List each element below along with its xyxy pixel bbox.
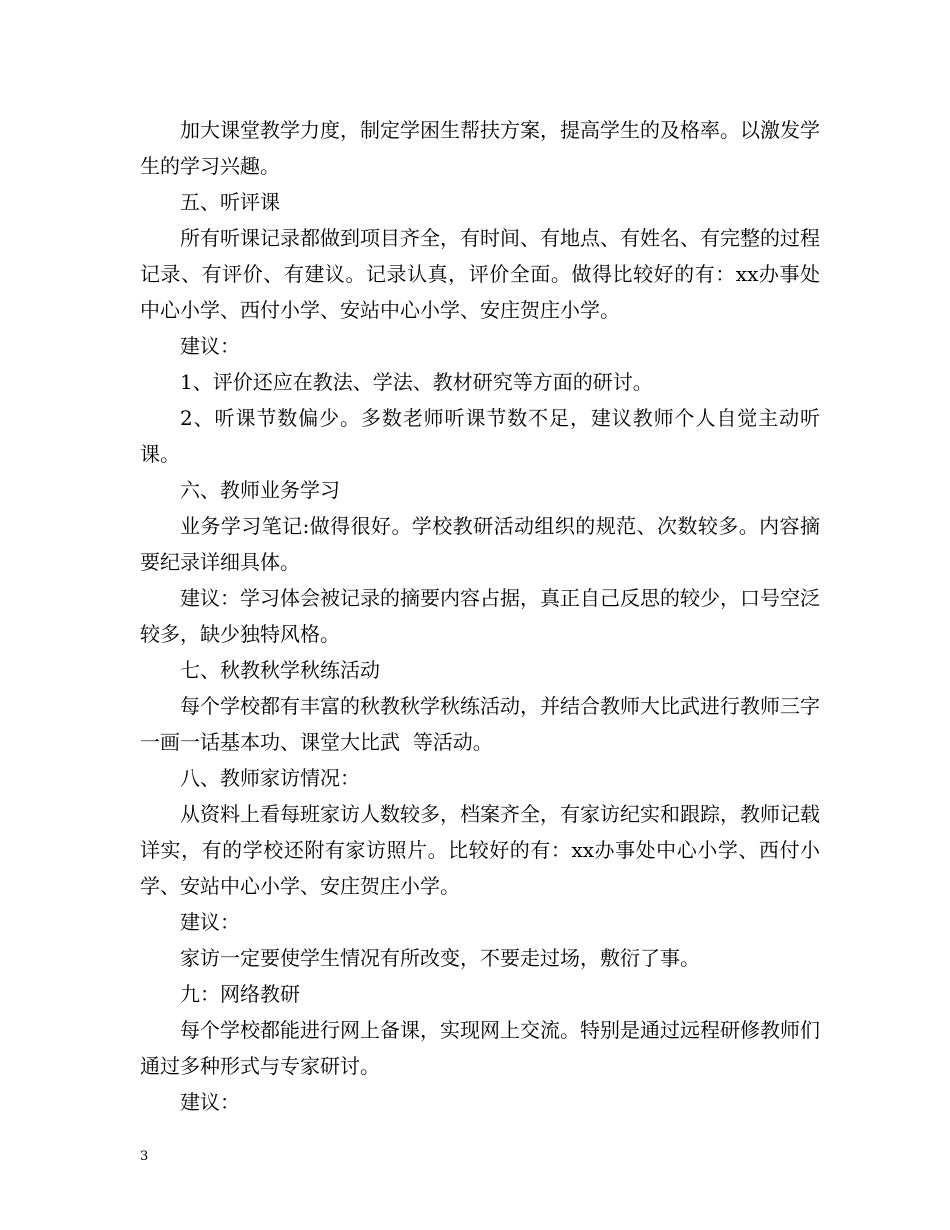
paragraph-study-notes: 业务学习笔记:做得很好。学校教研活动组织的规范、次数较多。内容摘要纪录详细具体。 (140, 514, 820, 574)
paragraph-home-visit-suggestion: 家访一定要使学生情况有所改变，不要走过场，敷衍了事。 (180, 946, 700, 970)
heading-autumn-activities: 七、秋教秋学秋练活动 (180, 658, 380, 682)
paragraph-classroom-teaching: 加大课堂教学力度，制定学困生帮扶方案，提高学生的及格率。以激发学生的学习兴趣。 (140, 118, 820, 178)
suggestion-item-1: 1、评价还应在教法、学法、教材研究等方面的研讨。 (180, 370, 653, 394)
paragraph-autumn-activities: 每个学校都有丰富的秋教秋学秋练活动，并结合教师大比武进行教师三字一画一话基本功、课堂大比武 等活动。 (140, 694, 820, 754)
heading-home-visits: 八、教师家访情况： (180, 766, 360, 790)
page-number: 3 (140, 1149, 149, 1164)
heading-teacher-study: 六、教师业务学习 (180, 478, 340, 502)
suggestion-label: 建议： (180, 334, 240, 358)
paragraph-study-suggestion: 建议：学习体会被记录的摘要内容占据，真正自己反思的较少，口号空泛较多，缺少独特风格。 (140, 586, 820, 646)
heading-online-research: 九：网络教研 (180, 982, 300, 1006)
document-body (140, 112, 820, 1120)
paragraph-observation-records: 所有听课记录都做到项目齐全，有时间、有地点、有姓名、有完整的过程记录、有评价、有建议。记录认真，评价全面。做得比较好的有：xx办事处中心小学、西付小学、安站中心小学、安庄贺庄小学。 (140, 226, 820, 322)
paragraph-online-research: 每个学校都能进行网上备课，实现网上交流。特别是通过远程研修教师们通过多种形式与专家研讨。 (140, 1018, 820, 1078)
suggestion-item-2: 2、听课节数偏少。多数老师听课节数不足，建议教师个人自觉主动听课。 (140, 406, 820, 466)
suggestion-label: 建议： (180, 1090, 240, 1114)
heading-lesson-observation: 五、听评课 (180, 190, 280, 214)
paragraph-home-visits: 从资料上看每班家访人数较多，档案齐全，有家访纪实和跟踪，教师记载详实，有的学校还附有家访照片。比较好的有：xx办事处中心小学、西付小学、安站中心小学、安庄贺庄小学。 (140, 802, 820, 898)
suggestion-label: 建议： (180, 910, 240, 934)
